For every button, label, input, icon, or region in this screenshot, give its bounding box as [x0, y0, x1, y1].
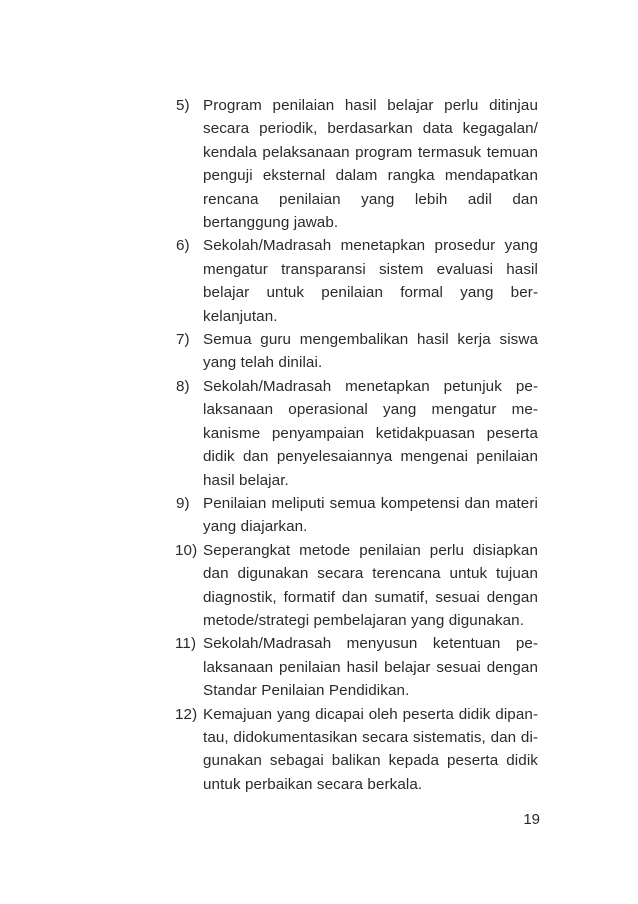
list-item-text: Sekolah/Madrasah menetapkan petunjuk pelaksanaan operasional yang mengatur mekanisme penyampaian ketidakpuasan peserta didik dan penyelesaiannya mengenai penilaian hasil belajar.	[203, 377, 538, 489]
list-item-number: 10)	[175, 541, 198, 559]
list-item-number: 5)	[176, 97, 190, 114]
list-item-text: Sekolah/Madrasah menyusun ketentuan pelaksanaan penilaian hasil belajar sesuai dengan Standar Penilaian Pendidikan.	[203, 635, 538, 700]
list-item-number: 8)	[176, 377, 190, 395]
list-item-text: Seperangkat metode penilaian perlu disiapkan dan digunakan secara terencana untuk tujuan diagnostik, formatif dan sumatif, sesuai dengan metode/strategi pembelajaran yang digunakan.	[203, 541, 538, 629]
list-item	[176, 632, 538, 702]
list-item	[176, 703, 538, 797]
numbered-list	[176, 94, 538, 796]
list-item	[176, 94, 538, 234]
list-item	[176, 234, 538, 328]
list-item-number: 6)	[176, 237, 190, 255]
list-item-text: Program penilaian hasil belajar perlu ditinjau secara periodik, berdasarkan data kegagalan/ kendala pelaksanaan program termasuk temuan penguji eksternal dalam rangka mendapatkan rencana penilaian yang lebih adil dan bertanggung jawab.	[203, 97, 538, 232]
list-item	[176, 375, 538, 492]
list-item	[176, 492, 538, 539]
list-item-number: 11)	[175, 635, 197, 653]
list-item-number: 7)	[176, 331, 190, 349]
list-item	[176, 328, 538, 375]
list-item	[176, 539, 538, 633]
list-item-text: Semua guru mengembalikan hasil kerja siswa yang telah dinilai.	[203, 331, 538, 372]
list-item-text: Penilaian meliputi semua kompetensi dan materi yang diajarkan.	[203, 494, 538, 536]
list-item-number: 9)	[176, 494, 190, 512]
list-item-text: Sekolah/Madrasah menetapkan prosedur yang mengatur transparansi sistem evaluasi hasil belajar untuk penilaian formal yang berkelanjutan.	[203, 237, 538, 325]
list-item-text: Kemajuan yang dicapai oleh peserta didik dipantau, didokumentasikan secara sistematis, dan digunakan sebagai balikan kepada peserta didik untuk perbaikan secara berkala.	[203, 705, 538, 793]
list-item-number: 12)	[175, 705, 198, 723]
page-number: 19	[523, 811, 540, 828]
